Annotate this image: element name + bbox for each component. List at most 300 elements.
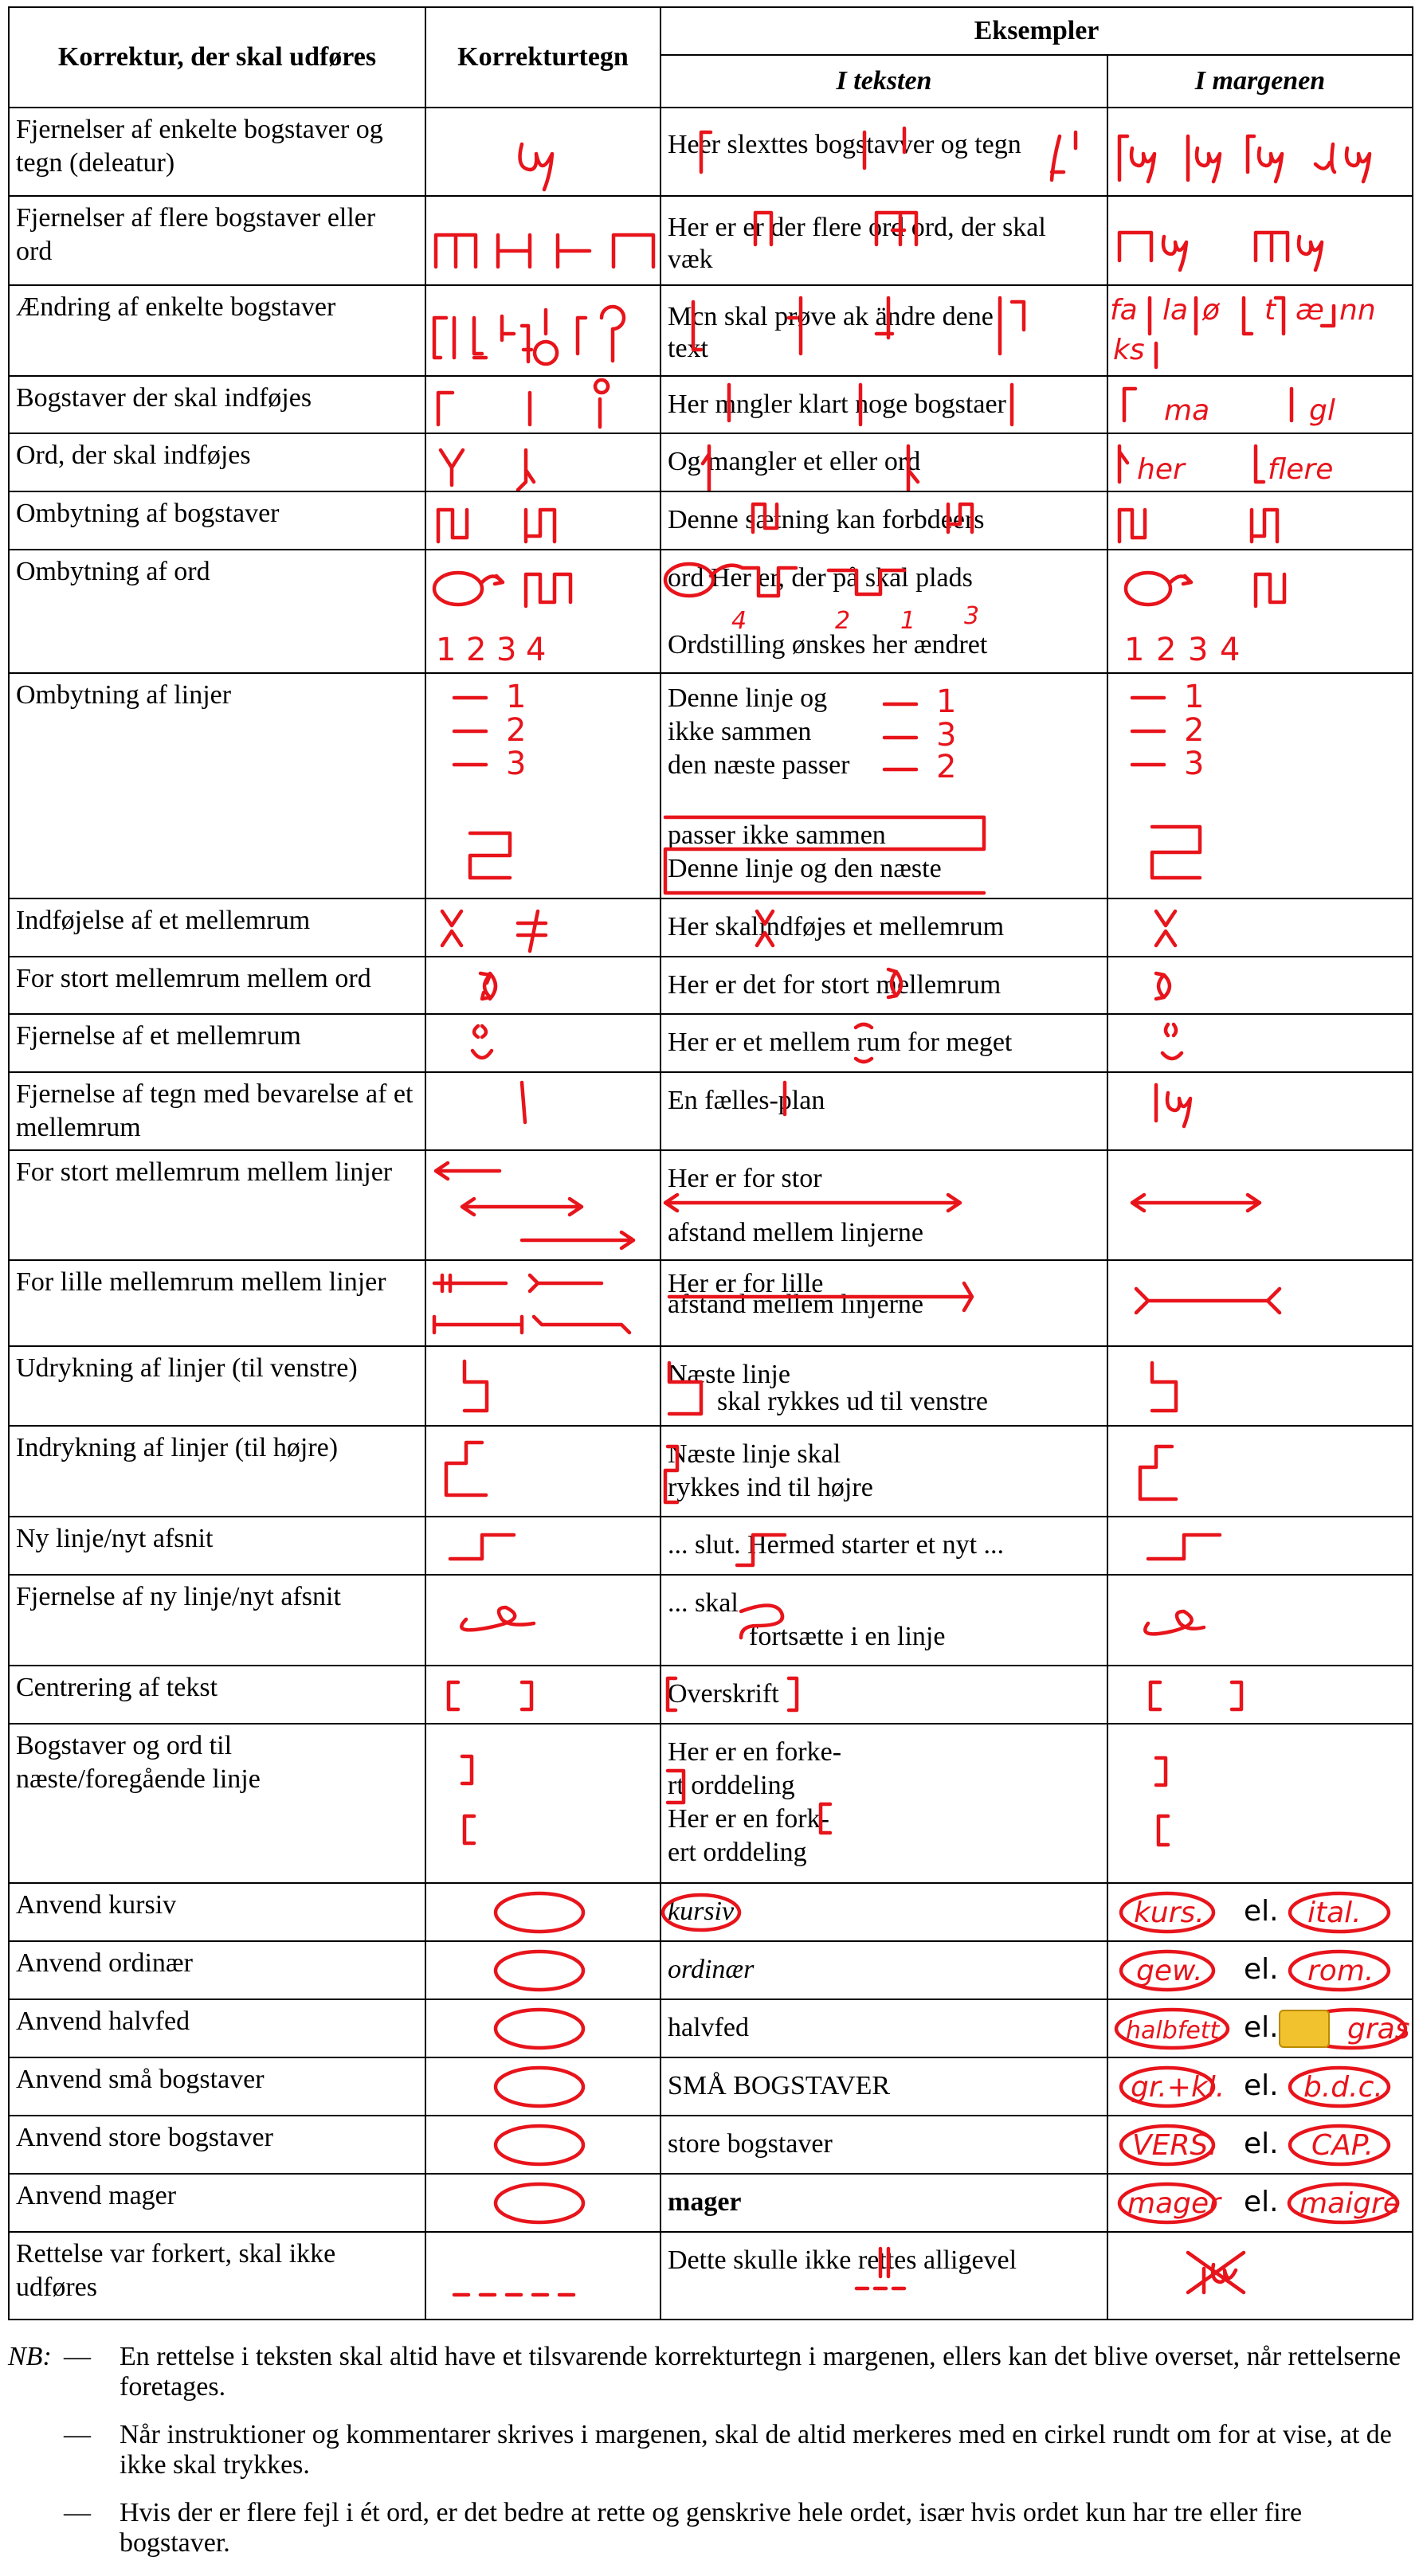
margin-cell: [1107, 1150, 1413, 1260]
example-text: skal rykkes ud til venstre: [717, 1387, 988, 1416]
text-marks: [661, 1576, 1107, 1665]
sign-cell: [425, 285, 661, 376]
line-transpose-marks: [426, 674, 660, 898]
margin-marks: [1108, 1884, 1412, 1940]
svg-text:2: 2: [506, 712, 527, 749]
svg-text:halbfett: halbfett: [1126, 2017, 1220, 2045]
deleatur-mark: [426, 108, 660, 195]
row-label: Ændring af enkelte bogstaver: [9, 285, 425, 376]
example-text: Ordstilling ønskes her ændret: [668, 630, 988, 660]
margin-cell: [1107, 1941, 1413, 1999]
table-row: [9, 1072, 1413, 1150]
margin-cell: [1107, 957, 1413, 1014]
svg-text:3: 3: [1188, 632, 1209, 668]
note-text: En rettelse i teksten skal altid have et tilsvarende korrekturtegn i margenen, ellers kan det blive overset, når rettelserne foretages.: [120, 2342, 1401, 2402]
svg-text:ø: ø: [1202, 294, 1221, 327]
margin-marks: [1108, 1725, 1412, 1882]
join-lines-mark: [426, 1576, 660, 1665]
margin-marks: [1108, 674, 1412, 898]
svg-text:4: 4: [1220, 632, 1241, 668]
example-text: fortsætte i en linje: [749, 1622, 946, 1651]
svg-text:gl: gl: [1309, 394, 1335, 427]
sign-cell: [425, 1941, 661, 1999]
margin-marks: [1108, 899, 1412, 956]
text-cell: [661, 2232, 1107, 2320]
margin-cell: [1107, 898, 1413, 957]
note-item: [8, 2498, 1412, 2558]
table-row: [9, 673, 1413, 898]
table-row: [9, 550, 1413, 673]
example-text: store bogstaver: [668, 2129, 833, 2159]
note-item: [8, 2420, 1412, 2480]
word-insert-marks: [426, 434, 660, 491]
text-cell: [661, 1575, 1107, 1666]
text-cell: [661, 1883, 1107, 1941]
svg-text:4: 4: [526, 632, 547, 668]
row-label: For lille mellemrum mellem linjer: [9, 1260, 425, 1346]
table-row: [9, 2174, 1413, 2232]
text-cell: [661, 108, 1107, 196]
substitution-marks: [426, 286, 660, 375]
table-row: [9, 1941, 1413, 1999]
row-label: Ny linje/nyt afsnit: [9, 1517, 425, 1575]
example-text: Næste linje skal: [668, 1439, 841, 1469]
svg-text:2: 2: [466, 632, 487, 668]
text-cell: [661, 2174, 1107, 2232]
reduce-space-mark: [426, 957, 660, 1013]
svg-text:æ: æ: [1296, 294, 1324, 327]
example-text: Og mangler et eller ord: [668, 447, 921, 476]
text-cell: [661, 1346, 1107, 1426]
margin-marks: [1108, 108, 1412, 195]
svg-text:her: her: [1137, 453, 1185, 486]
example-text: Her er en forke-: [668, 1737, 842, 1767]
sign-cell: [425, 1724, 661, 1883]
outdent-mark: [426, 1347, 660, 1425]
svg-text:el.: el.: [1244, 1895, 1279, 1928]
svg-text:b.d.c.: b.d.c.: [1303, 2071, 1383, 2104]
margin-marks: [1108, 377, 1412, 433]
svg-text:nn: nn: [1339, 294, 1376, 327]
svg-text:rom.: rom.: [1307, 1955, 1374, 1987]
sign-cell: [425, 433, 661, 491]
text-cell: [661, 1941, 1107, 1999]
sign-cell: [425, 376, 661, 433]
keep-space-mark: [426, 1073, 660, 1149]
svg-text:VERS.: VERS.: [1132, 2129, 1217, 2162]
example-text: Denne linje og: [668, 683, 828, 713]
example-text: rt orddeling: [668, 1771, 795, 1800]
sign-cell: [425, 2116, 661, 2174]
margin-cell: [1107, 196, 1413, 285]
example-text: SMÅ BOGSTAVER: [668, 2071, 891, 2100]
margin-marks: [1108, 1015, 1412, 1071]
table-row: [9, 1666, 1413, 1724]
margin-cell: [1107, 1260, 1413, 1346]
svg-text:2: 2: [1184, 712, 1205, 749]
table-row: [9, 898, 1413, 957]
table-row: [9, 1999, 1413, 2057]
text-marks: [661, 550, 1107, 672]
example-text: afstand mellem linjerne: [668, 1290, 923, 1319]
example-text: kursiv: [668, 1897, 735, 1926]
svg-text:2: 2: [835, 607, 851, 635]
sign-cell: [425, 491, 661, 550]
margin-marks: [1108, 550, 1412, 672]
transpose-marks: [426, 492, 660, 549]
line-space-marks: [426, 1151, 660, 1259]
text-cell: [661, 1014, 1107, 1072]
text-cell: [661, 285, 1107, 376]
header-in-margin: I margenen: [1107, 55, 1413, 108]
insertion-marks: [426, 377, 660, 433]
text-cell: [661, 1426, 1107, 1517]
example-text: rykkes ind til højre: [668, 1473, 873, 1502]
example-text: ord Her er, der på skal plads: [668, 563, 973, 593]
svg-text:ital.: ital.: [1307, 1897, 1362, 1929]
svg-text:4: 4: [731, 607, 747, 635]
sign-cell: [425, 2174, 661, 2232]
sign-cell: [425, 1150, 661, 1260]
text-cell: [661, 1260, 1107, 1346]
text-marks: [661, 434, 1107, 491]
example-text: ... slut. Hermed starter et nyt ...: [668, 1530, 1005, 1560]
table-row: [9, 1014, 1413, 1072]
svg-text:t: t: [1264, 294, 1276, 327]
svg-text:el.: el.: [1244, 2069, 1279, 2102]
row-label: Anvend mager: [9, 2174, 425, 2232]
text-marks: [661, 1261, 1107, 1345]
margin-marks: [1108, 492, 1412, 549]
margin-marks: [1108, 197, 1412, 284]
style-ellipse: [426, 2058, 660, 2115]
example-text: ikke sammen: [668, 717, 812, 746]
row-label: For stort mellemrum mellem linjer: [9, 1150, 425, 1260]
new-paragraph-mark: [426, 1517, 660, 1574]
header-examples: Eksempler: [661, 7, 1413, 55]
row-label: Ombytning af ord: [9, 550, 425, 673]
margin-cell: [1107, 550, 1413, 673]
text-cell: [661, 673, 1107, 898]
multi-delete-marks: [426, 197, 660, 284]
text-marks: [661, 197, 1107, 284]
margin-cell: [1107, 285, 1413, 376]
row-label: Bogstaver og ord til næste/foregående linje: [9, 1724, 425, 1883]
sign-cell: [425, 1999, 661, 2057]
margin-marks: [1108, 1576, 1412, 1665]
sign-cell: [425, 1014, 661, 1072]
sign-cell: [425, 957, 661, 1014]
table-row: [9, 196, 1413, 285]
text-marks: [661, 1517, 1107, 1574]
text-cell: [661, 1072, 1107, 1150]
text-marks: [661, 1884, 1107, 1940]
table-row: [9, 1150, 1413, 1260]
svg-text:CAP.: CAP.: [1311, 2129, 1374, 2162]
margin-cell: [1107, 2174, 1413, 2232]
svg-text:ma: ma: [1164, 394, 1210, 427]
svg-text:el.: el.: [1244, 2011, 1279, 2044]
margin-cell: [1107, 376, 1413, 433]
example-text: Her mngler klart noge bogstaer: [668, 390, 1006, 419]
sign-cell: [425, 108, 661, 196]
svg-text:3: 3: [1184, 746, 1205, 782]
margin-marks: [1108, 1073, 1412, 1149]
text-marks: [661, 674, 1107, 898]
example-text: En fælles-plan: [668, 1086, 825, 1115]
margin-cell: [1107, 1666, 1413, 1724]
example-text: text: [668, 334, 708, 363]
margin-cell: [1107, 491, 1413, 550]
sign-cell: [425, 2057, 661, 2116]
text-marks: [661, 377, 1107, 433]
header-in-text: I teksten: [661, 55, 1107, 108]
example-text: passer ikke sammen: [668, 820, 886, 850]
svg-text:maigre: maigre: [1299, 2187, 1401, 2220]
svg-text:flere: flere: [1268, 453, 1334, 486]
margin-marks: [1108, 1427, 1412, 1516]
example-text: ... skal: [668, 1588, 739, 1618]
margin-marks: [1108, 2000, 1412, 2057]
svg-text:la: la: [1162, 294, 1189, 327]
svg-text:mager: mager: [1127, 2187, 1221, 2220]
example-text: halvfed: [668, 2013, 749, 2042]
row-label: Centrering af tekst: [9, 1666, 425, 1724]
margin-marks: [1108, 1517, 1412, 1574]
note-dash: —: [64, 2498, 91, 2527]
sign-cell: [425, 196, 661, 285]
text-marks: [661, 108, 1107, 195]
example-text: Her er for lille: [668, 1269, 824, 1298]
svg-text:1: 1: [936, 683, 957, 720]
row-label: Ombytning af bogstaver: [9, 491, 425, 550]
text-marks: [661, 1725, 1107, 1882]
text-cell: [661, 1150, 1107, 1260]
table-row: [9, 1346, 1413, 1426]
close-space-mark: [426, 1015, 660, 1071]
table-row: [9, 1724, 1413, 1883]
note-text: Hvis der er flere fejl i ét ord, er det bedre at rette og genskrive hele ordet, især hvis ordet kun har tre eller fire bogstaver.: [120, 2498, 1303, 2558]
margin-cell: [1107, 1072, 1413, 1150]
example-text: ert orddeling: [668, 1838, 807, 1867]
row-label: Anvend store bogstaver: [9, 2116, 425, 2174]
word-transpose-marks: [426, 550, 660, 672]
margin-cell: [1107, 1346, 1413, 1426]
margin-cell: [1107, 673, 1413, 898]
note-text: Når instruktioner og kommentarer skrives i margenen, skal de altid merkeres med en cirkel rundt om for at vise, at de ikke skal trykkes.: [120, 2420, 1392, 2480]
table-row: [9, 2116, 1413, 2174]
table-row: [9, 1426, 1413, 1517]
table-row: [9, 1260, 1413, 1346]
text-marks: [661, 1347, 1107, 1425]
sticky-note-icon[interactable]: [1279, 2010, 1330, 2048]
table-row: [9, 1575, 1413, 1666]
example-text: afstand mellem linjerne: [668, 1218, 923, 1247]
row-label: Indføjelse af et mellemrum: [9, 898, 425, 957]
note-dash: —: [64, 2420, 91, 2449]
text-cell: [661, 1517, 1107, 1575]
margin-marks: [1108, 2233, 1412, 2319]
style-ellipse: [426, 1942, 660, 1999]
indent-mark: [426, 1427, 660, 1516]
example-text: Her skalindføjes et mellemrum: [668, 912, 1005, 942]
svg-text:1: 1: [1184, 679, 1205, 715]
text-cell: [661, 2116, 1107, 2174]
row-label: Rettelse var forkert, skal ikke udføres: [9, 2232, 425, 2320]
text-cell: [661, 1724, 1107, 1883]
svg-text:1: 1: [436, 632, 457, 668]
table-row: [9, 376, 1413, 433]
svg-text:kurs.: kurs.: [1134, 1897, 1205, 1929]
text-cell: [661, 898, 1107, 957]
margin-cell: [1107, 1575, 1413, 1666]
margin-cell: [1107, 1724, 1413, 1883]
table-row: [9, 1517, 1413, 1575]
margin-cell: [1107, 1426, 1413, 1517]
row-label: Udrykning af linjer (til venstre): [9, 1346, 425, 1426]
margin-marks: [1108, 1942, 1412, 1999]
sign-cell: [425, 898, 661, 957]
margin-cell: [1107, 2116, 1413, 2174]
text-cell: [661, 2057, 1107, 2116]
margin-marks: [1108, 434, 1412, 491]
note-dash: —: [64, 2342, 91, 2371]
margin-marks: [1108, 957, 1412, 1013]
row-label: Bogstaver der skal indføjes: [9, 376, 425, 433]
text-marks: [661, 1151, 1107, 1259]
text-marks: [661, 1015, 1107, 1071]
svg-text:el.: el.: [1244, 2128, 1279, 2160]
text-marks: [661, 1427, 1107, 1516]
example-text: Her er for stor: [668, 1164, 822, 1193]
margin-marks: [1108, 1347, 1412, 1425]
margin-marks: [1108, 1261, 1412, 1345]
margin-marks: [1108, 286, 1412, 375]
svg-text:1: 1: [1124, 632, 1145, 668]
style-ellipse: [426, 2000, 660, 2057]
sign-cell: [425, 1346, 661, 1426]
header-correction: Korrektur, der skal udføres: [9, 7, 425, 108]
margin-cell: [1107, 1999, 1413, 2057]
margin-cell: [1107, 1014, 1413, 1072]
svg-text:3: 3: [496, 632, 517, 668]
sign-cell: [425, 550, 661, 673]
line-close-marks: [426, 1261, 660, 1345]
svg-text:el.: el.: [1244, 2186, 1279, 2218]
header-row: [9, 7, 1413, 55]
text-cell: [661, 550, 1107, 673]
text-marks: [661, 492, 1107, 549]
example-text: Her er en fork-: [668, 1804, 829, 1834]
move-text-marks: [426, 1725, 660, 1882]
row-label: Fjernelse af ny linje/nyt afsnit: [9, 1575, 425, 1666]
margin-marks: [1108, 2116, 1412, 2173]
text-cell: [661, 433, 1107, 491]
table-row: [9, 2232, 1413, 2320]
sign-cell: [425, 1072, 661, 1150]
sign-cell: [425, 1575, 661, 1666]
example-text: mager: [668, 2187, 742, 2217]
table-row: [9, 285, 1413, 376]
sign-cell: [425, 1883, 661, 1941]
svg-text:2: 2: [936, 749, 957, 785]
example-text: væk: [668, 245, 713, 274]
example-text: Her er er der flere ord ord, der skal: [668, 213, 1046, 242]
table-row: [9, 2057, 1413, 2116]
row-label: Fjernelser af enkelte bogstaver og tegn (deleatur): [9, 108, 425, 196]
text-marks: [661, 1666, 1107, 1723]
sign-cell: [425, 2232, 661, 2320]
text-cell: [661, 491, 1107, 550]
table-row: [9, 1883, 1413, 1941]
svg-text:1: 1: [900, 607, 916, 635]
row-label: Anvend kursiv: [9, 1883, 425, 1941]
svg-text:3: 3: [964, 602, 980, 630]
text-cell: [661, 1666, 1107, 1724]
table-row: [9, 491, 1413, 550]
row-label: Indrykning af linjer (til højre): [9, 1426, 425, 1517]
header-sign: Korrekturtegn: [425, 7, 661, 108]
text-cell: [661, 1999, 1107, 2057]
svg-text:1: 1: [506, 679, 527, 715]
table-row: [9, 108, 1413, 196]
margin-marks: [1108, 1666, 1412, 1723]
row-label: Fjernelse af et mellemrum: [9, 1014, 425, 1072]
example-text: Mcn skal prøve ak ändre dene: [668, 302, 994, 331]
text-cell: [661, 376, 1107, 433]
sign-cell: [425, 673, 661, 898]
margin-cell: [1107, 1883, 1413, 1941]
center-marks: [426, 1666, 660, 1723]
style-ellipse: [426, 1884, 660, 1940]
row-label: Anvend små bogstaver: [9, 2057, 425, 2116]
notes-section: [8, 2342, 1412, 2576]
text-marks: [661, 2233, 1107, 2319]
example-text: den næste passer: [668, 750, 850, 780]
margin-cell: [1107, 433, 1413, 491]
svg-text:gew.: gew.: [1136, 1955, 1203, 1987]
sign-cell: [425, 1260, 661, 1346]
row-label: Anvend ordinær: [9, 1941, 425, 1999]
text-cell: [661, 196, 1107, 285]
margin-marks: [1108, 1151, 1412, 1259]
example-text: Heer slexttes bogstavver og tegn: [668, 130, 1021, 159]
example-text: Her er det for stort mellemrum: [668, 970, 1002, 1000]
text-cell: [661, 957, 1107, 1014]
sign-cell: [425, 1666, 661, 1724]
sign-cell: [425, 1426, 661, 1517]
svg-text:3: 3: [936, 717, 957, 754]
svg-text:fa: fa: [1110, 294, 1138, 327]
example-text: Her er et mellem rum for meget: [668, 1028, 1013, 1057]
margin-cell: [1107, 2232, 1413, 2320]
example-text: ordinær: [668, 1955, 755, 1984]
style-ellipse: [426, 2116, 660, 2173]
row-label: For stort mellemrum mellem ord: [9, 957, 425, 1014]
svg-text:el.: el.: [1244, 1953, 1279, 1986]
text-marks: [661, 899, 1107, 956]
proofreading-table: [8, 6, 1413, 2320]
margin-cell: [1107, 2057, 1413, 2116]
style-ellipse: [426, 2175, 660, 2231]
margin-marks: [1108, 2058, 1412, 2115]
margin-cell: [1107, 1517, 1413, 1575]
row-label: Ombytning af linjer: [9, 673, 425, 898]
row-label: Anvend halvfed: [9, 1999, 425, 2057]
text-marks: [661, 1073, 1107, 1149]
table-row: [9, 957, 1413, 1014]
row-label: Fjernelser af flere bogstaver eller ord: [9, 196, 425, 285]
